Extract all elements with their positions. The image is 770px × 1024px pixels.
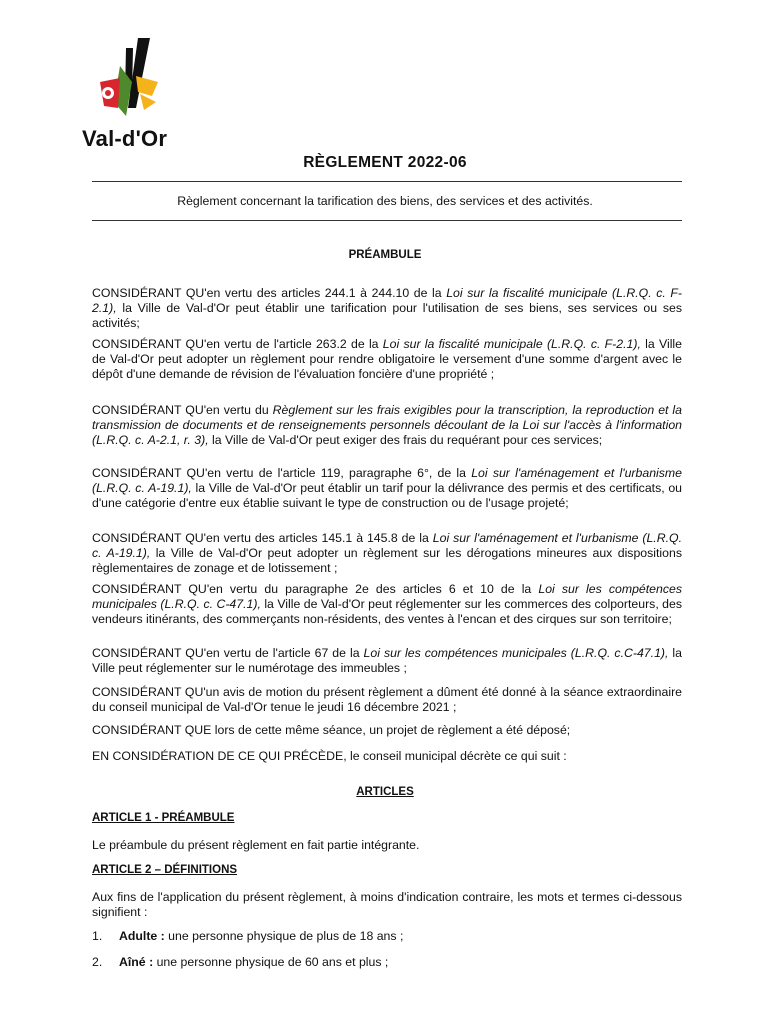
logo-yellow-shape-2 [140, 94, 156, 110]
considerant-paragraph: CONSIDÉRANT QU'en vertu de l'article 67 de la Loi sur les compétences municipales (L.R.Q. c.C-47.1), la Ville peut réglementer sur le numérotage des immeubles ; [92, 646, 682, 675]
logo-yellow-shape [136, 76, 158, 96]
article-2-intro: Aux fins de l'application du présent règlement, à moins d'indication contraire, les mots et termes ci-dessous signifient : [92, 890, 682, 919]
considerant-paragraph: CONSIDÉRANT QU'en vertu des articles 244.1 à 244.10 de la Loi sur la fiscalité municipale (L.R.Q. c. F-2.1), la Ville de Val-d'Or peut établir une tarification pour l'utilisation de ses biens, ses services ou ses activités; [92, 286, 682, 330]
document-title: RÈGLEMENT 2022-06 [303, 154, 467, 171]
considerant-paragraph: CONSIDÉRANT QUE lors de cette même séance, un projet de règlement a été déposé; [92, 723, 571, 737]
logo-wordmark: Val-d'Or [82, 126, 168, 151]
definition-item: 1. Adulte : une personne physique de plus de 18 ans ; [92, 929, 404, 943]
article-1-heading: ARTICLE 1 - PRÉAMBULE [92, 812, 235, 824]
considerant-paragraph: CONSIDÉRANT QU'en vertu de l'article 263.2 de la Loi sur la fiscalité municipale (L.R.Q. c. F-2.1), la Ville de Val-d'Or peut adopter un règlement pour rendre obligatoire le versement d'une somme d'argent avec le dépôt d'une demande de révision de l'évaluation foncière d'une propriété ; [92, 337, 683, 381]
considerant-paragraph: CONSIDÉRANT QU'en vertu de l'article 119, paragraphe 6°, de la Loi sur l'aménagement et l'urbanisme (L.R.Q. c. A-19.1), la Ville de Val-d'Or peut établir un tarif pour la délivrance des permis et des certificats, ou d'une catégorie d'entre eux établie suivant le type de construction ou de l'usage projeté; [92, 466, 683, 510]
definition-item: 2. Aîné : une personne physique de 60 ans et plus ; [92, 955, 389, 969]
preambule-heading: PRÉAMBULE [348, 249, 422, 261]
subtitle-rule [92, 220, 682, 221]
considerant-paragraph: CONSIDÉRANT QU'en vertu du Règlement sur les frais exigibles pour la transcription, la reproduction et la transmission de documents et de renseignements personnels découlant de la Loi sur l'accès à l'information (L.R.Q. c. A-2.1, r. 3), la Ville de Val-d'Or peut exiger des frais du requérant pour ces services; [92, 403, 683, 447]
considerant-paragraph: CONSIDÉRANT QU'un avis de motion du présent règlement a dûment été donné à la séance extraordinaire du conseil municipal de Val-d'Or tenue le jeudi 16 décembre 2021 ; [92, 685, 682, 714]
considerant-paragraph: CONSIDÉRANT QU'en vertu des articles 145.1 à 145.8 de la Loi sur l'aménagement et l'urbanisme (L.R.Q. c. A-19.1), la Ville de Val-d'Or peut adopter un règlement sur les dérogations mineures aux dispositions règlementaires de zonage et de lotissement ; [92, 531, 682, 575]
article-1-text: Le préambule du présent règlement en fait partie intégrante. [92, 838, 420, 852]
resolution-paragraph: EN CONSIDÉRATION DE CE QUI PRÉCÈDE, le conseil municipal décrète ce qui suit : [92, 749, 567, 763]
title-rule [92, 181, 682, 182]
document-subtitle: Règlement concernant la tarification des biens, des services et des activités. [177, 194, 593, 208]
considerant-paragraph: CONSIDÉRANT QU'en vertu du paragraphe 2e des articles 6 et 10 de la Loi sur les compétences municipales (L.R.Q. c. C-47.1), la Ville de Val-d'Or peut réglementer sur les commerces des colporteurs, des vendeurs itinérants, des commerçants non-résidents, des ventes à l'encan et des cirques sur son territoire; [92, 582, 683, 626]
article-2-heading: ARTICLE 2 – DÉFINITIONS [92, 864, 238, 876]
articles-heading: ARTICLES [356, 786, 414, 798]
